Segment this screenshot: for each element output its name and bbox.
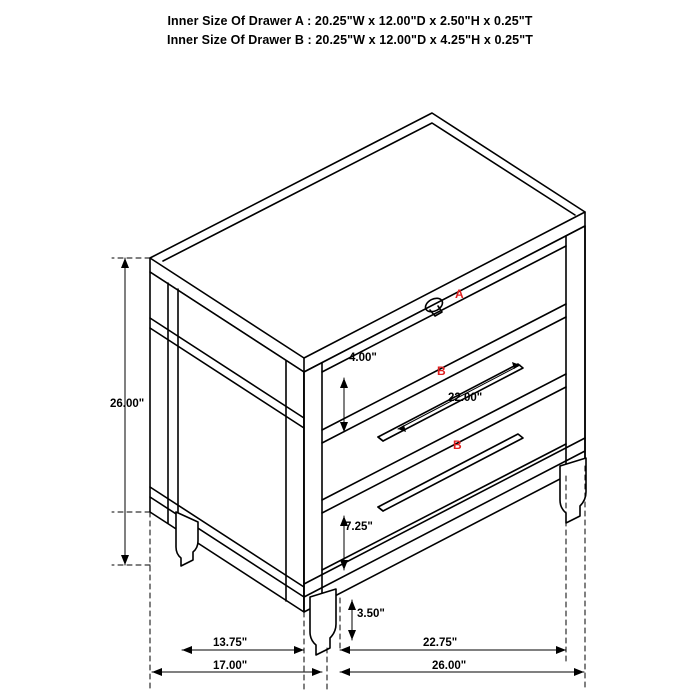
dim-total-depth: 17.00" — [213, 660, 248, 672]
drawer-a-inner-size: Inner Size Of Drawer A : 20.25"W x 12.00"D x 2.50"H x 0.25"T — [167, 14, 533, 28]
drawer-b-inner-size: Inner Size Of Drawer B : 20.25"W x 12.00"D x 4.25"H x 0.25"T — [167, 33, 533, 47]
leg-front-left — [310, 589, 336, 655]
label-drawer-b-upper: B — [437, 364, 446, 378]
dim-total-height: 26.00" — [110, 398, 145, 410]
label-drawer-a: A — [455, 287, 464, 301]
dim-drawer-inner-width: 22.00" — [448, 392, 483, 404]
dim-inner-width: 22.75" — [423, 637, 458, 649]
dim-total-width: 26.00" — [432, 660, 467, 672]
dim-front-depth: 13.75" — [213, 637, 248, 649]
dim-drawer-b-height: 7.25" — [345, 521, 373, 533]
label-drawer-b-lower: B — [453, 438, 462, 452]
leg-front-right — [560, 458, 586, 523]
leg-rear-left — [176, 512, 198, 566]
dim-leg-height: 3.50" — [357, 608, 385, 620]
dim-drawer-a-height: 4.00" — [349, 352, 377, 364]
